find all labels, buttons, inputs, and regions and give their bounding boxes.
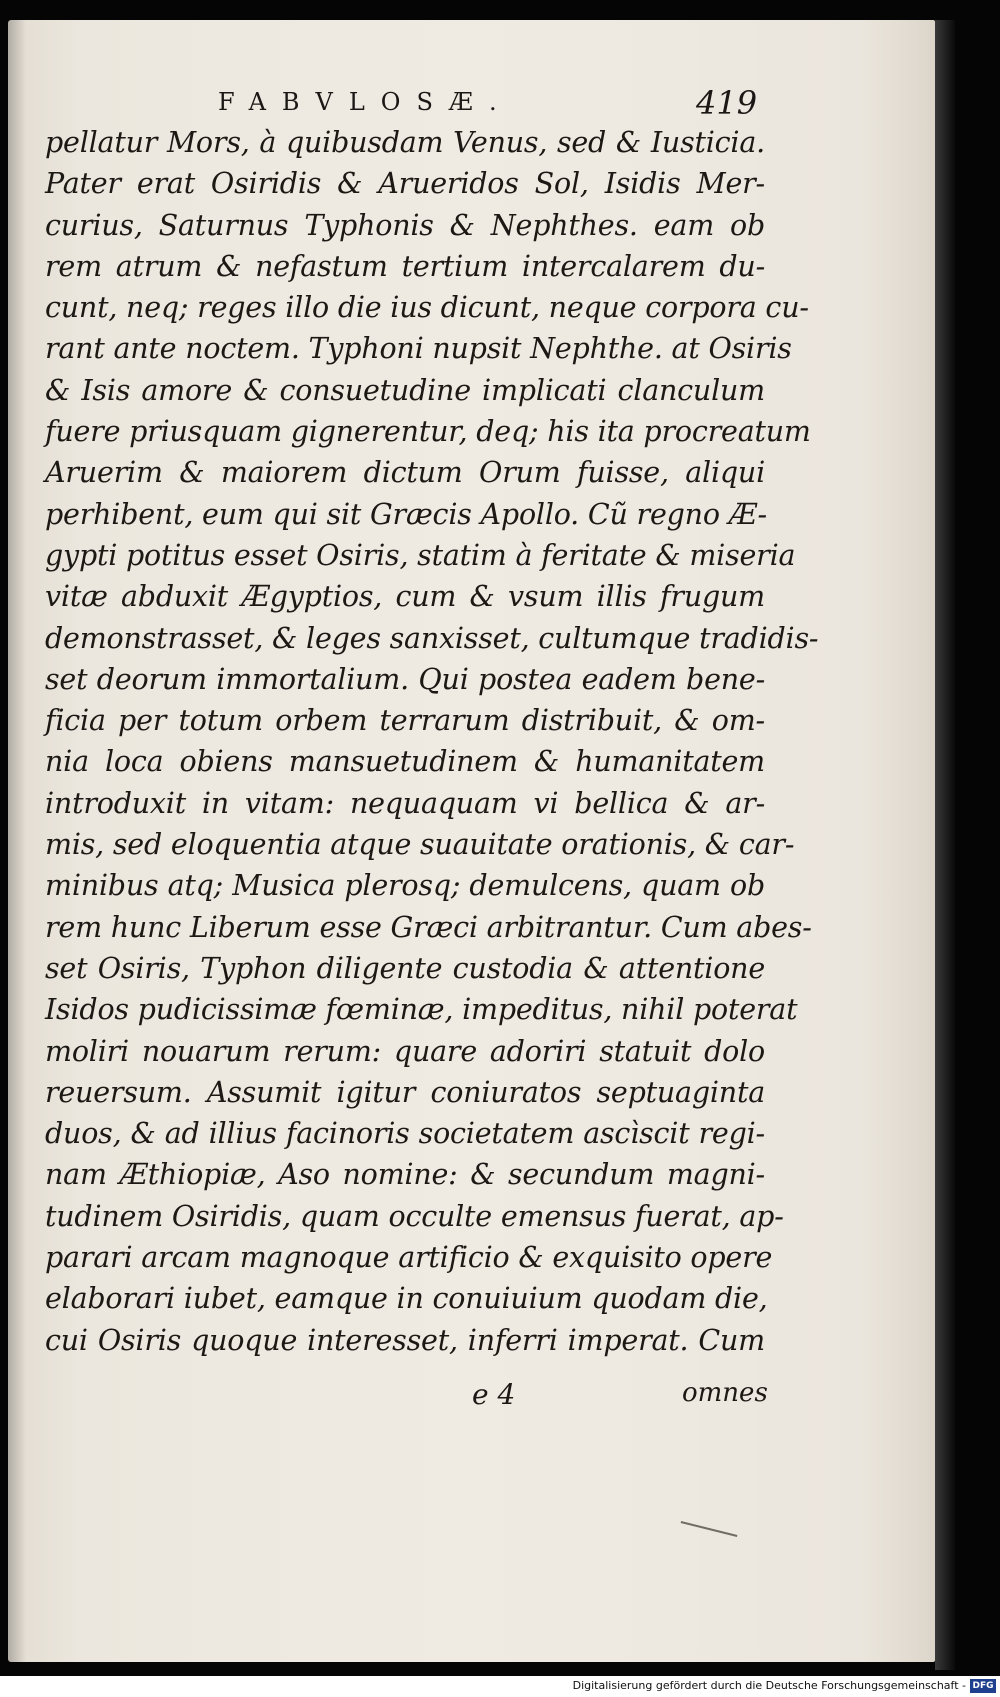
- page-number: 419: [696, 84, 758, 122]
- text-line: perhibent, eum qui sit Græcis Apollo. Cũ regno Æ-: [45, 497, 767, 531]
- text-line: parari arcam magnoque artificio & exquisito opere: [45, 1241, 773, 1275]
- text-line: cui Osiris quoque interesset, inferri imperat. Cum: [45, 1323, 765, 1357]
- text-line: demonstrasset, & leges sanxisset, cultumque tradidis-: [45, 621, 819, 655]
- text-line: moliri nouarum rerum: quare adoriri statuit dolo: [45, 1034, 765, 1068]
- text-line: elaborari iubet, eamque in conuiuium quodam die,: [45, 1282, 768, 1316]
- page-edge-shadow: [935, 20, 955, 1670]
- running-head: FABVLOSÆ.: [218, 88, 513, 116]
- text-line: introduxit in vitam: nequaquam vi bellica & ar-: [45, 786, 765, 820]
- body-text: [45, 122, 819, 1361]
- text-line: cunt, neq; reges illo die ius dicunt, neque corpora cu-: [45, 291, 809, 325]
- text-line: rem atrum & nefastum tertium intercalarem du-: [45, 249, 765, 283]
- digitization-credit-bar: [0, 1676, 1000, 1697]
- text-line: rant ante noctem. Typhoni nupsit Nephthe. at Osiris: [45, 332, 792, 366]
- text-line: Isidos pudicissimæ fœminæ, impeditus, nihil poterat: [45, 993, 798, 1027]
- text-line: minibus atq; Musica plerosq; demulcens, quam ob: [45, 869, 765, 903]
- text-line: reuersum. Assumit igitur coniuratos septuaginta: [45, 1075, 765, 1109]
- text-line: rem hunc Liberum esse Græci arbitrantur. Cum abes-: [45, 910, 812, 944]
- text-line: ficia per totum orbem terrarum distribuit, & om-: [45, 704, 765, 738]
- text-line: pellatur Mors, à quibusdam Venus, sed & Iusticia.: [45, 126, 765, 159]
- catchword: omnes: [682, 1378, 768, 1408]
- text-line: mis, sed eloquentia atque suauitate orationis, & car-: [45, 828, 795, 862]
- text-line: nam Æthiopiæ, Aso nomine: & secundum magni-: [45, 1158, 765, 1192]
- text-line: Pater erat Osiridis & Arueridos Sol, Isidis Mer-: [45, 167, 765, 201]
- text-line: duos, & ad illius facinoris societatem ascìscit regi-: [45, 1117, 765, 1151]
- text-line: set Osiris, Typhon diligente custodia & attentione: [45, 951, 765, 985]
- text-line: nia loca obiens mansuetudinem & humanitatem: [45, 745, 765, 779]
- text-line: set deorum immortalium. Qui postea eadem bene-: [45, 662, 765, 696]
- credit-text: Digitalisierung gefördert durch die Deutsche Forschungsgemeinschaft -: [572, 1679, 966, 1692]
- text-line: fuere priusquam gignerentur, deq; his ita procreatum: [45, 415, 811, 449]
- text-line: curius, Saturnus Typhonis & Nephthes. eam ob: [45, 208, 765, 242]
- text-line: tudinem Osiridis, quam occulte emensus fuerat, ap-: [45, 1199, 784, 1233]
- text-line: & Isis amore & consuetudine implicati clanculum: [45, 373, 765, 407]
- text-line: Aruerim & maiorem dictum Orum fuisse, aliqui: [45, 456, 765, 490]
- dfg-logo: DFG: [970, 1679, 996, 1693]
- text-line: vitæ abduxit Ægyptios, cum & vsum illis frugum: [45, 580, 765, 614]
- signature-mark: e 4: [472, 1378, 516, 1411]
- text-line: gypti potitus esset Osiris, statim à feritate & miseria: [45, 538, 796, 572]
